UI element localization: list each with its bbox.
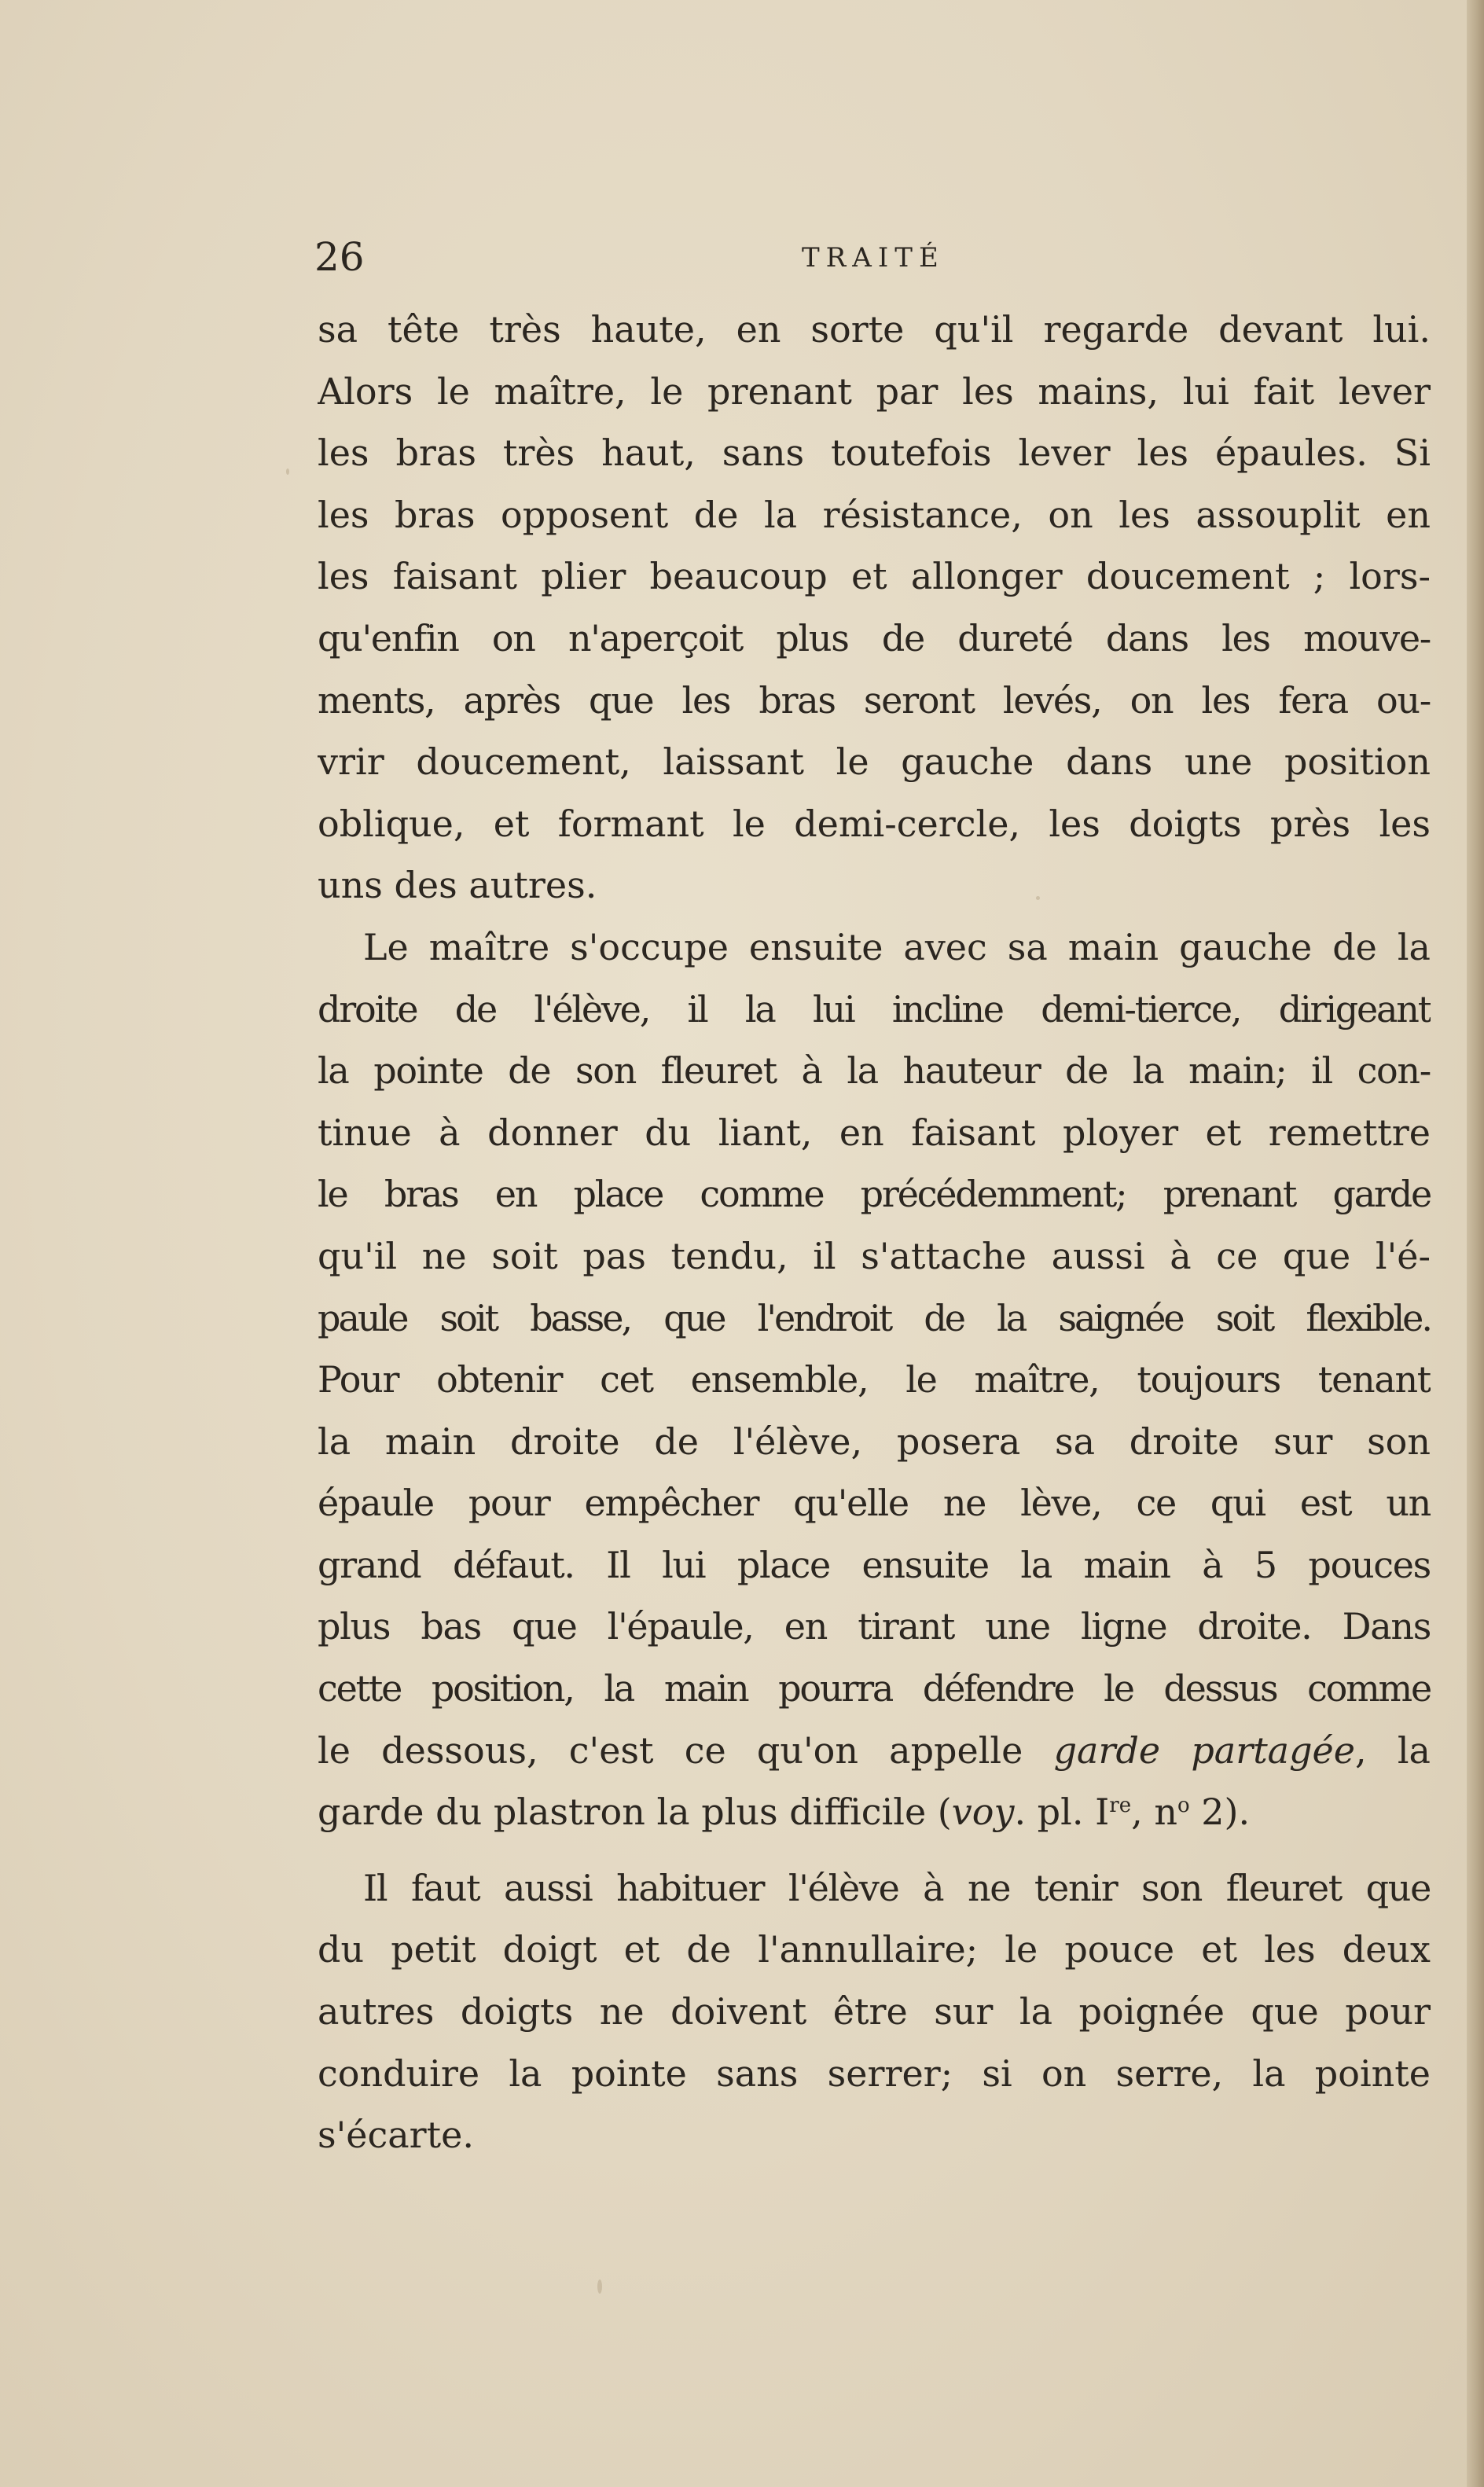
- text-line: conduire la pointe sans serrer; si on serre, la pointe: [318, 2052, 1431, 2095]
- text-line: plus bas que l'épaule, en tirant une ligne droite. Dans: [318, 1605, 1431, 1648]
- text-line: tinue à donner du liant, en faisant ployer et remettre: [318, 1111, 1431, 1154]
- text-line: oblique, et formant le demi-cercle, les doigts près les: [318, 802, 1431, 845]
- text-line: uns des autres.: [318, 864, 597, 907]
- text-segment: 2).: [1189, 1791, 1251, 1834]
- paragraph: [318, 1857, 1431, 2166]
- text-line: les bras très haut, sans toutefois lever les épaules. Si: [318, 432, 1431, 475]
- paper-spot: [286, 468, 289, 475]
- text-segment: garde du plastron la plus difficile (: [318, 1791, 952, 1834]
- text-line: qu'enfin on n'aperçoit plus de dureté dans les mouve-: [318, 616, 1431, 659]
- text-segment: , la: [1355, 1728, 1431, 1772]
- text-line: la pointe de son fleuret à la hauteur de la main; il con-: [318, 1049, 1431, 1093]
- text-line: paule soit basse, que l'endroit de la saignée soit flexible.: [318, 1296, 1431, 1339]
- page-number: 26: [314, 234, 365, 280]
- paragraph: [318, 299, 1431, 917]
- superscript: o: [1177, 1794, 1190, 1818]
- text-line: droite de l'élève, il la lui incline demi-tierce, dirigeant: [318, 987, 1431, 1030]
- text-line: Alors le maître, le prenant par les mains, lui fait lever: [318, 369, 1431, 413]
- text-line: vrir doucement, laissant le gauche dans une position: [318, 740, 1431, 784]
- text-line: Il faut aussi habituer l'élève à ne tenir son fleuret que: [363, 1866, 1431, 1909]
- text-line: qu'il ne soit pas tendu, il s'attache aussi à ce que l'é-: [318, 1234, 1431, 1277]
- text-line: grand défaut. Il lui place ensuite la main à 5 pouces: [318, 1543, 1431, 1586]
- text-segment: le dessous, c'est ce qu'on appelle: [318, 1728, 1023, 1772]
- text-line: les faisant plier beaucoup et allonger doucement ; lors-: [318, 555, 1431, 598]
- text-line: s'écarte.: [318, 2114, 474, 2157]
- body-text: [318, 299, 1431, 2166]
- page-edge: [1467, 0, 1484, 2487]
- text-line: du petit doigt et de l'annullaire; le pouce et les deux: [318, 1928, 1431, 1971]
- text-line: les bras opposent de la résistance, on les assouplit en: [318, 493, 1431, 536]
- running-head: TRAITÉ: [802, 242, 945, 274]
- text-line: la main droite de l'élève, posera sa droite sur son: [318, 1420, 1431, 1463]
- text-line: le bras en place comme précédemment; prenant garde: [318, 1173, 1431, 1216]
- text-line: [318, 1781, 1431, 1843]
- italic-abbrev: voy: [951, 1791, 1015, 1834]
- text-line: cette position, la main pourra défendre le dessus comme: [318, 1667, 1431, 1710]
- text-line: ments, après que les bras seront levés, on les fera ou-: [318, 678, 1431, 722]
- paper-spot: [597, 2279, 602, 2294]
- superscript: re: [1109, 1794, 1132, 1818]
- text-segment: , n: [1131, 1791, 1177, 1834]
- text-line: autres doigts ne doivent être sur la poignée que pour: [318, 1990, 1431, 2033]
- text-line: sa tête très haute, en sorte qu'il regarde devant lui.: [318, 308, 1431, 351]
- text-segment: . pl. I: [1014, 1791, 1110, 1834]
- text-line: épaule pour empêcher qu'elle ne lève, ce qui est un: [318, 1482, 1431, 1525]
- text-line: Pour obtenir cet ensemble, le maître, toujours tenant: [318, 1358, 1431, 1401]
- paragraph: [318, 917, 1431, 1843]
- text-line: Le maître s'occupe ensuite avec sa main gauche de la: [363, 925, 1431, 968]
- text-line: [318, 1720, 1431, 1782]
- italic-term: garde partagée: [1053, 1728, 1355, 1772]
- page-header: [314, 230, 959, 285]
